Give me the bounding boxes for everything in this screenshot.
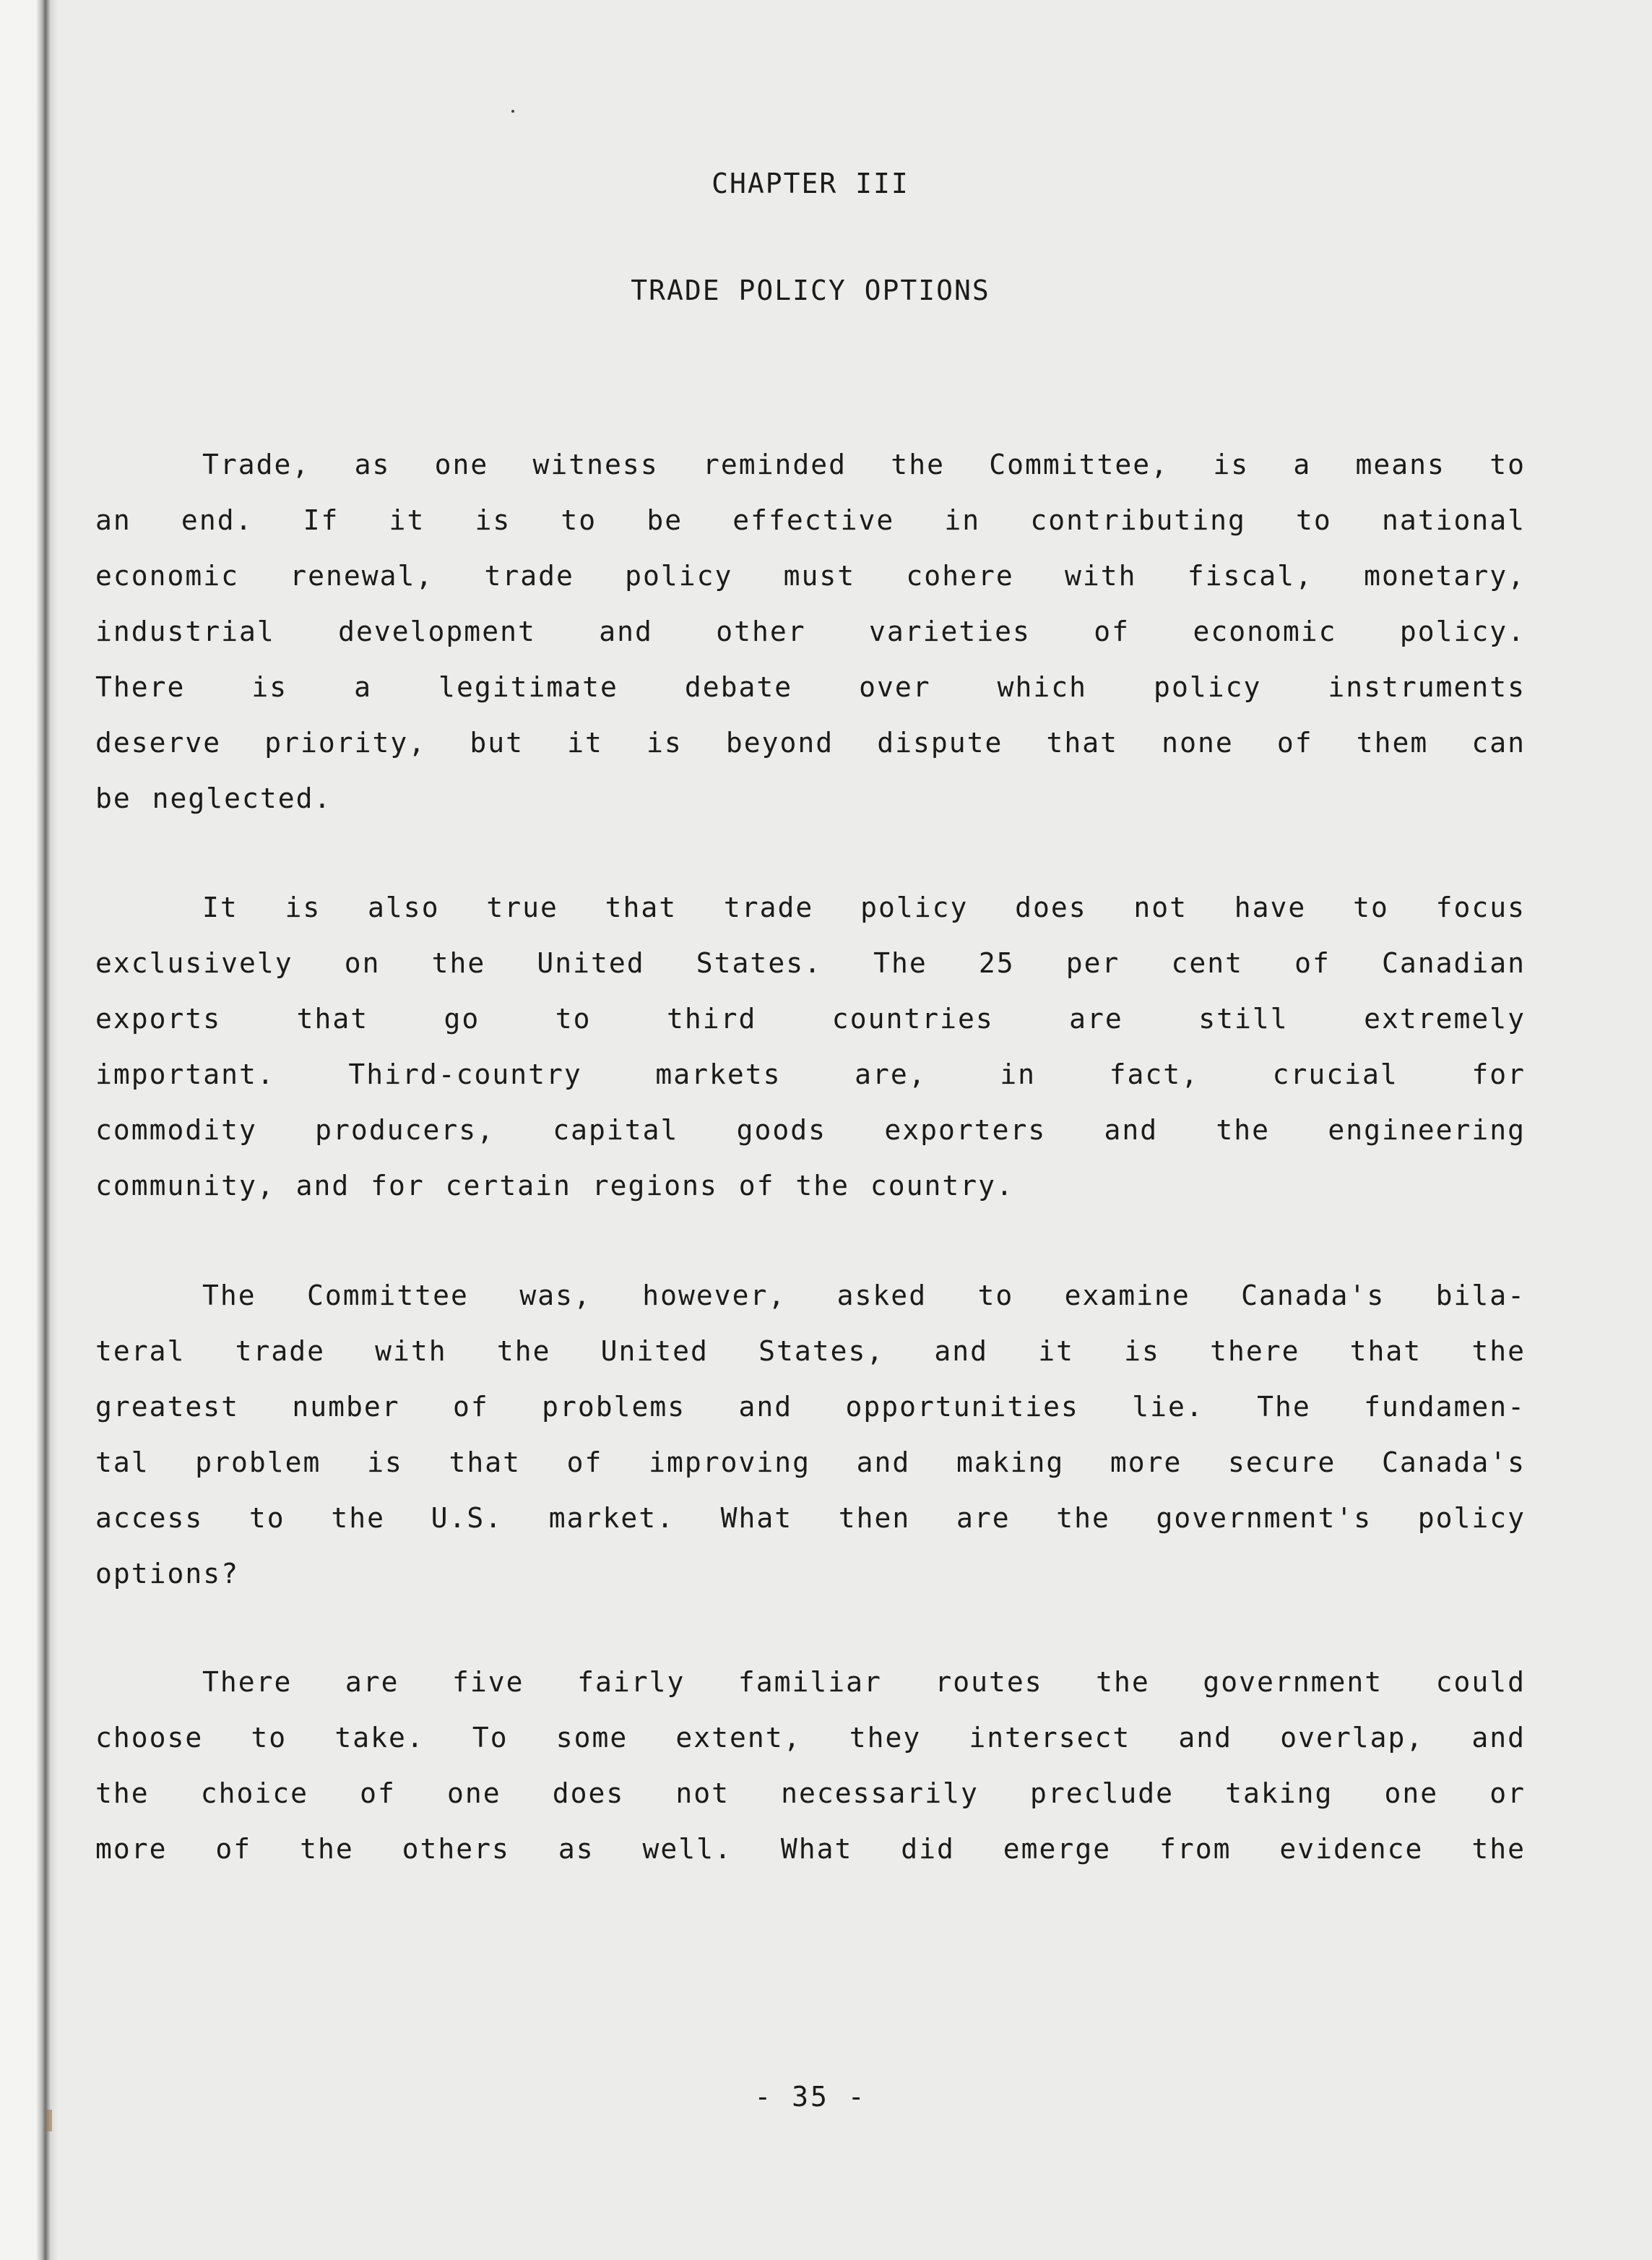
text-line: access to the U.S. market. What then are the government's policy — [95, 1502, 1526, 1534]
text-line: teral trade with the United States, and it is there that the — [95, 1335, 1526, 1367]
text-line: more of the others as well. What did emerge from evidence the — [95, 1833, 1526, 1865]
text-line: economic renewal, trade policy must cohere with fiscal, monetary, — [95, 560, 1526, 592]
text-line: important. Third-country markets are, in fact, crucial for — [95, 1058, 1526, 1090]
text-line: be neglected. — [95, 782, 332, 814]
text-line: choose to take. To some extent, they intersect and overlap, and — [95, 1722, 1526, 1754]
text-line: community, and for certain regions of the country. — [95, 1170, 1014, 1202]
text-line: There is a legitimate debate over which policy instruments — [95, 671, 1526, 703]
text-line: exports that go to third countries are still extremely — [95, 1003, 1526, 1035]
text-line: tal problem is that of improving and making more secure Canada's — [95, 1446, 1526, 1478]
text-line: There are five fairly familiar routes the government could — [202, 1666, 1526, 1698]
text-line: an end. If it is to be effective in contributing to national — [95, 504, 1526, 536]
text-line: greatest number of problems and opportunities lie. The fundamen- — [95, 1391, 1526, 1423]
paragraph — [95, 880, 1526, 1214]
section-title: TRADE POLICY OPTIONS — [631, 275, 990, 306]
page-number: - 35 - — [754, 2081, 867, 2113]
text-line: The Committee was, however, asked to examine Canada's bila- — [202, 1280, 1526, 1311]
text-line: deserve priority, but it is beyond dispute that none of them can — [95, 727, 1526, 759]
binding-stain — [46, 2110, 52, 2131]
paragraph — [95, 1655, 1526, 1877]
document-page — [95, 0, 1526, 2260]
binding-edge — [0, 0, 58, 2260]
paragraph — [95, 1268, 1526, 1602]
text-line: commodity producers, capital goods exporters and the engineering — [95, 1114, 1526, 1146]
chapter-heading: CHAPTER III — [712, 168, 909, 199]
text-line: Trade, as one witness reminded the Committee, is a means to — [202, 449, 1526, 480]
text-line: the choice of one does not necessarily preclude taking one or — [95, 1777, 1526, 1809]
text-line: options? — [95, 1558, 240, 1590]
text-line: industrial development and other varieties of economic policy. — [95, 616, 1526, 647]
text-line: exclusively on the United States. The 25 per cent of Canadian — [95, 947, 1526, 979]
paragraph — [95, 437, 1526, 827]
text-line: It is also true that trade policy does not have to focus — [202, 892, 1526, 923]
